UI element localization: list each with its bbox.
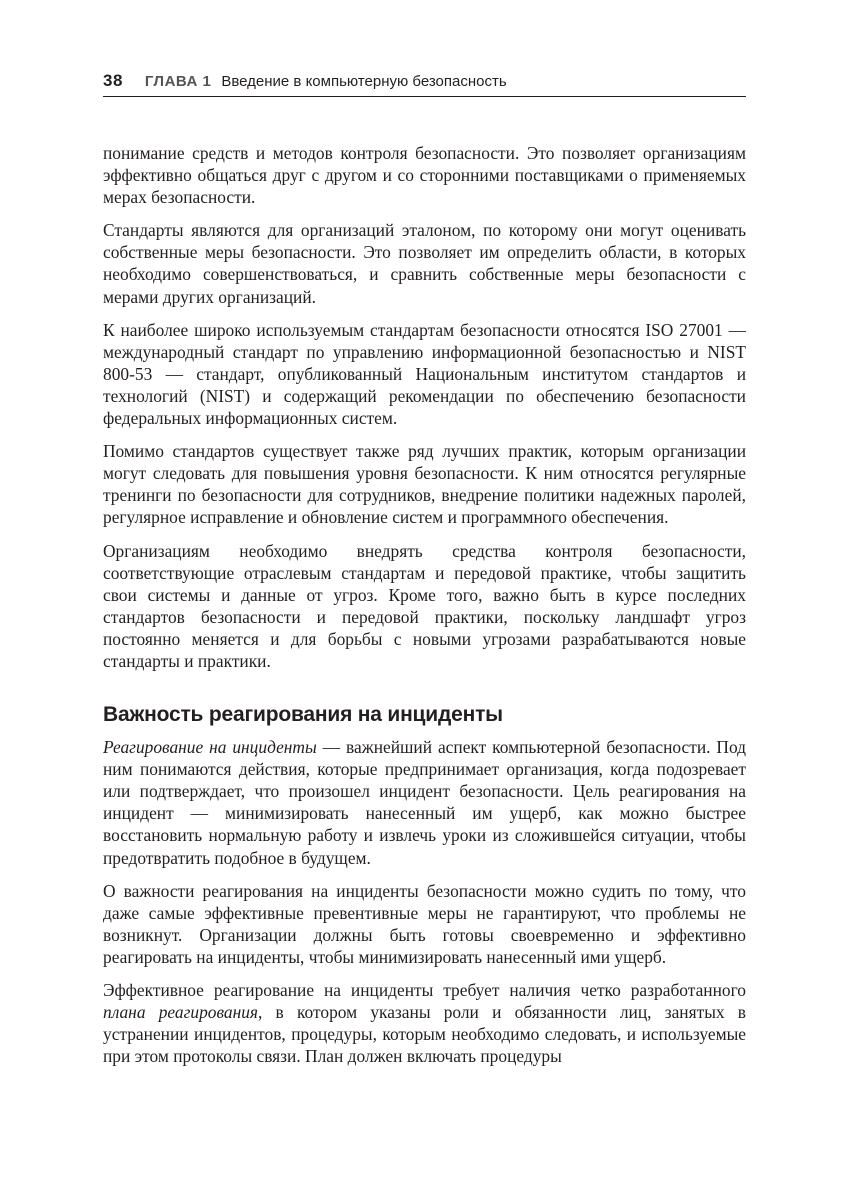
paragraph: Стандарты являются для организаций эталоном, по которому они могут оценивать собственные меры безопасности. Это позволяет им определить области, в которых необходимо совершенствоваться, и сравнить собственные меры безопасности с мерами других организаций. [103, 220, 746, 307]
term-italic: Реагирование на инциденты [103, 737, 317, 758]
paragraph [103, 736, 746, 869]
section-heading: Важность реагирования на инциденты [103, 703, 503, 727]
paragraph-text: , в котором указаны роли и обязанности лиц, занятых в устранении инцидентов, процедуры, которым необходимо следовать, и используемые при этом протоколы связи. План должен включать процедуры [103, 1002, 746, 1067]
paragraph: О важности реагирования на инциденты безопасности можно судить по тому, что даже самые эффективные превентивные меры не гарантируют, что проблемы не возникнут. Организации должны быть готовы своевременно и эффективно реагировать на инциденты, чтобы минимизировать нанесенный ими ущерб. [103, 880, 746, 967]
running-head [103, 66, 746, 97]
paragraph-text: Эффективное реагирование на инциденты требует наличия четко разработанного [103, 980, 746, 1000]
paragraph: понимание средств и методов контроля безопасности. Это позволяет организациям эффективно общаться друг с другом и со сторонними поставщиками о применяемых мерах безопасности. [103, 143, 746, 208]
body-text [103, 142, 746, 1078]
paragraph-text: — важнейший аспект компьютерной безопасности. Под ним понимаются действия, которые предпринимает организация, когда подозревает или подтверждает, что произошел инцидент безопасности. Цель реагирования на инцидент — минимизировать нанесенный им ущерб, как можно быстрее восстановить нормальную работу и извлечь уроки из сложившейся ситуации, чтобы предотвратить подобное в будущем. [103, 737, 747, 868]
paragraph: Организациям необходимо внедрять средства контроля безопасности, соответствующие отраслевым стандартам и передовой практике, чтобы защитить свои системы и данные от угроз. Кроме того, важно быть в курсе последних стандартов безопасности и передовой практики, поскольку ландшафт угроз постоянно меняется и для борьбы с новыми угрозами разрабатываются новые стандарты и практики. [103, 540, 746, 671]
page-number: 38 [103, 71, 123, 90]
chapter-title: Введение в компьютерную безопасность [221, 73, 507, 90]
paragraph [103, 979, 746, 1067]
paragraph: К наиболее широко используемым стандартам безопасности относятся ISO 27001 — международный стандарт по управлению информационной безопасностью и NIST 800-53 — стандарт, опубликованный Национальным институтом стандартов и технологий (NIST) и содержащий рекомендации по обеспечению безопасности федеральных информационных систем. [103, 319, 746, 429]
term-italic: плана реагирования [103, 1002, 258, 1023]
paragraph: Помимо стандартов существует также ряд лучших практик, которым организации могут следовать для повышения уровня безопасности. К ним относятся регулярные тренинги по безопасности для сотрудников, внедрение политики надежных паролей, регулярное исправление и обновление систем и программного обеспечения. [103, 441, 746, 528]
chapter-label: ГЛАВА 1 [144, 73, 212, 90]
